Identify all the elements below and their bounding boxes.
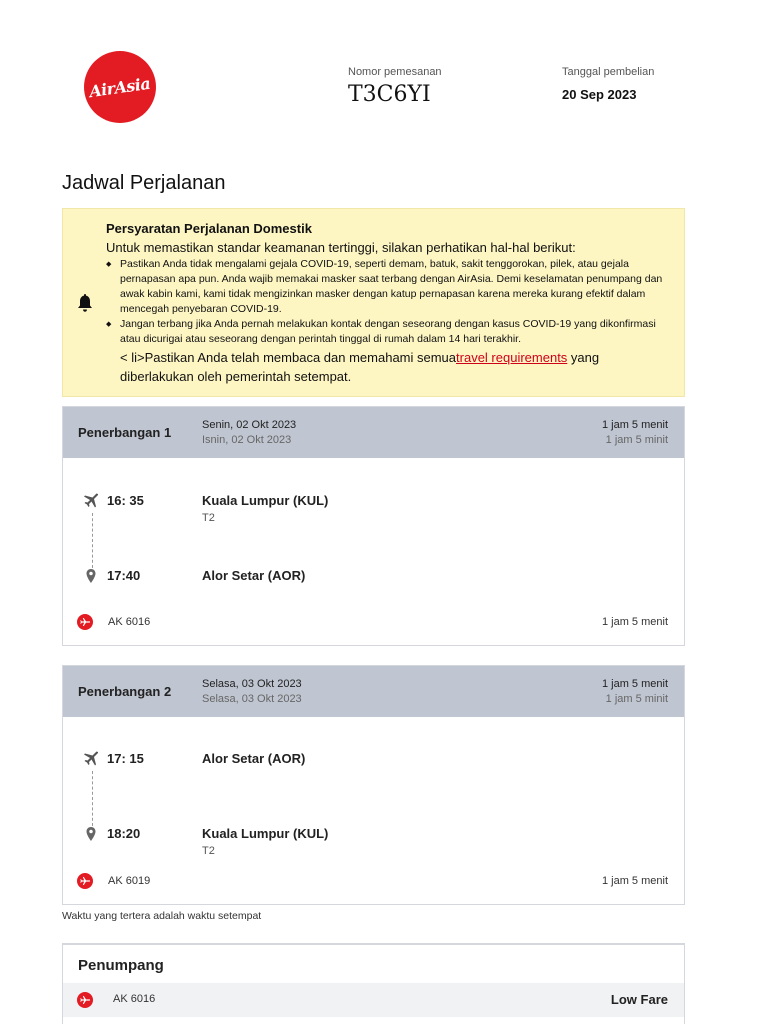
purchase-date: 20 Sep 2023 [562, 87, 637, 102]
purchase-date-block [562, 66, 654, 102]
passenger-flight-number: AK 6016 [113, 993, 156, 1005]
flight-duration: 1 jam 5 menit [601, 616, 668, 628]
flight-date: Selasa, 03 Okt 2023 [202, 678, 302, 690]
airasia-carrier-icon [77, 992, 93, 1008]
flight-duration-header-secondary: 1 jam 5 minit [605, 434, 668, 446]
notice-item: ◆ Pastikan Anda tidak mengalami gejala COVID-19, seperti demam, batuk, sakit tenggorokan, pilek, atau gejala pernapasan apa pun. Anda wajib memakai masker saat terbang dengan AirAsia. Demi keselamatan penumpang dan awak kabin kami, kami tidak mengizinkan masker dengan katup pernapasan karena mereka kurang efektif dalam mencegah penyebaran COVID-19. [106, 257, 676, 317]
airasia-carrier-icon [77, 873, 93, 889]
notice-item: ◆ Jangan terbang jika Anda pernah melakukan kontak dengan seseorang dengan kasus COVID-19 yang dikonfirmasi atau dicurigai atau seseorang dengan perintah tinggal di rumah dalam 14 hari terakhir. [106, 317, 676, 347]
passenger-title: Penumpang [78, 957, 164, 974]
notice-list [106, 257, 676, 347]
notice-title: Persyaratan Perjalanan Domestik [106, 221, 312, 236]
passenger-section [62, 943, 685, 1024]
notice-requirements-line [106, 348, 676, 386]
notice-requirements-prefix: < li>Pastikan Anda telah membaca dan memahami semua [120, 350, 457, 365]
flight-header [63, 666, 684, 717]
arrival-time: 17:40 [107, 568, 141, 583]
departure-city: Alor Setar (AOR) [202, 751, 306, 766]
flight-duration-header-secondary: 1 jam 5 minit [605, 693, 668, 705]
flight-header [63, 407, 684, 458]
location-pin-icon [83, 568, 99, 584]
flight-date: Senin, 02 Okt 2023 [202, 419, 297, 431]
arrival-terminal: T2 [202, 845, 215, 857]
flight-body [63, 717, 684, 904]
fare-type: Low Fare [610, 992, 668, 1007]
notice-requirements-suffix: yang diberlakukan oleh pemerintah setempat. [120, 350, 600, 384]
flight-duration-header: 1 jam 5 menit [601, 678, 668, 690]
flight-title: Penerbangan 1 [78, 425, 172, 440]
purchase-date-label: Tanggal pembelian [562, 66, 655, 78]
flight-number: AK 6016 [108, 616, 151, 628]
flight-date-secondary: Isnin, 02 Okt 2023 [202, 434, 292, 446]
departure-time: 16: 35 [107, 493, 144, 508]
local-time-footnote: Waktu yang tertera adalah waktu setempat [62, 910, 262, 922]
bell-icon [77, 293, 93, 313]
route-line [92, 771, 93, 826]
travel-requirements-link[interactable]: travel requirements [456, 350, 568, 365]
departure-city: Kuala Lumpur (KUL) [202, 493, 329, 508]
page-title: Jadwal Perjalanan [62, 172, 226, 194]
ticket-header [0, 0, 768, 150]
flight-body [63, 458, 684, 645]
flight-card-2 [62, 665, 685, 905]
arrival-city: Kuala Lumpur (KUL) [202, 826, 329, 841]
arrival-city: Alor Setar (AOR) [202, 568, 306, 583]
departure-time: 17: 15 [107, 751, 144, 766]
booking-number-label: Nomor pemesanan [348, 66, 442, 78]
plane-departure-icon [83, 493, 99, 509]
flight-date-secondary: Selasa, 03 Okt 2023 [202, 693, 302, 705]
travel-notice [62, 208, 685, 397]
flight-number: AK 6019 [108, 875, 151, 887]
flight-duration-header: 1 jam 5 menit [601, 419, 668, 431]
flight-card-1 [62, 406, 685, 646]
flight-title: Penerbangan 2 [78, 684, 172, 699]
airasia-logo [84, 51, 156, 123]
flight-duration: 1 jam 5 menit [601, 875, 668, 887]
passenger-fare-row [63, 983, 684, 1017]
logo-text: AirAsia [88, 73, 152, 101]
plane-departure-icon [83, 751, 99, 767]
departure-terminal: T2 [202, 512, 215, 524]
notice-intro: Untuk memastikan standar keamanan tertinggi, silakan perhatikan hal-hal berikut: [106, 240, 576, 255]
route-line [92, 513, 93, 568]
location-pin-icon [83, 826, 99, 842]
airasia-carrier-icon [77, 614, 93, 630]
arrival-time: 18:20 [107, 826, 141, 841]
booking-number: T3C6YI [348, 82, 431, 107]
booking-number-block [348, 66, 442, 107]
